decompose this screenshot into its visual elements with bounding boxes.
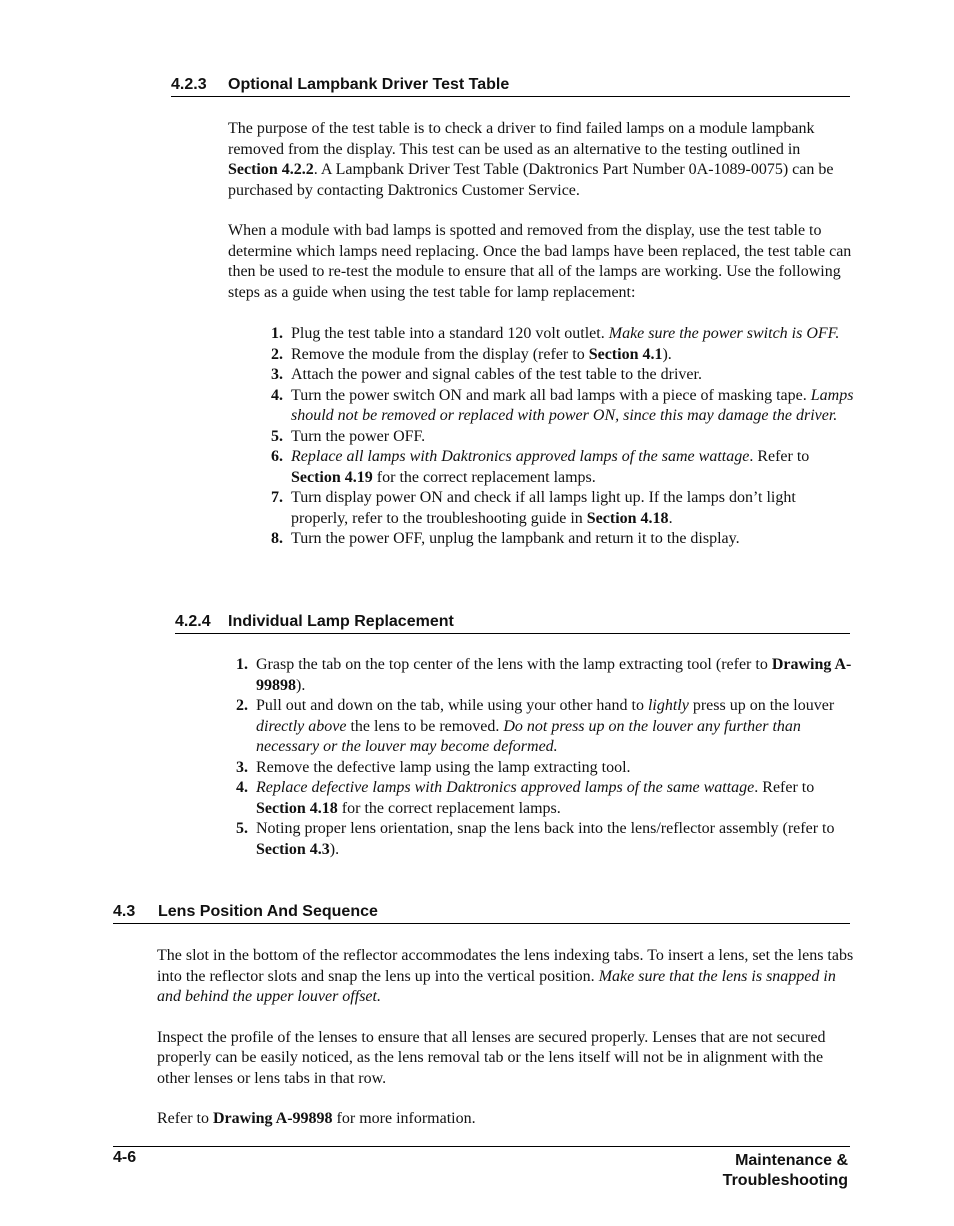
- list-item: 7. Turn display power ON and check if all lamps light up. If the lamps don’t light properly, refer to the troubleshooting guide in Section 4.18.: [271, 489, 796, 527]
- footer-divider: [113, 1146, 850, 1147]
- page-number: 4-6: [113, 1149, 137, 1166]
- section-number: 4.2.3: [171, 76, 207, 93]
- paragraph: The purpose of the test table is to check a driver to find failed lamps on a module lampbank removed from the display. This test can be used as an alternative to the testing outlined in Section 4.2.2. A Lampbank Driver Test Table (Daktronics Part Number 0A-1089-0075) can be purchased by contacting Daktronics Customer Service.: [228, 120, 834, 199]
- list-item: 1. Grasp the tab on the top center of the lens with the lamp extracting tool (refer to Drawing A-99898).: [236, 656, 852, 694]
- step-list-4-2-4: [222, 655, 854, 860]
- list-item: 2. Remove the module from the display (refer to Section 4.1).: [271, 345, 672, 363]
- step-list-4-2-3: [257, 324, 854, 550]
- list-item: 1. Plug the test table into a standard 120 volt outlet. Make sure the power switch is OFF.: [271, 325, 840, 342]
- section-number: 4.3: [113, 903, 136, 920]
- list-item: 2. Pull out and down on the tab, while using your other hand to lightly press up on the louver directly above the lens to be removed. Do not press up on the louver any further than necessary or the louver may become deformed.: [236, 697, 835, 755]
- section-heading-4-2-3: [171, 75, 850, 97]
- section-title: Individual Lamp Replacement: [228, 613, 454, 630]
- paragraph: When a module with bad lamps is spotted and removed from the display, use the test table to determine which lamps need replacing. Once the bad lamps have been replaced, the test table can then be used to re-test the module to ensure that all of the lamps are working. Use the following steps as a guide when using the test table for lamp replacement:: [228, 222, 852, 301]
- paragraph: Refer to Drawing A-99898 for more information.: [157, 1110, 476, 1127]
- section-heading-4-2-4: [175, 612, 850, 634]
- list-item: 3. Remove the defective lamp using the lamp extracting tool.: [236, 758, 631, 776]
- section-number: 4.2.4: [175, 613, 211, 630]
- list-item: 6. Replace all lamps with Daktronics approved lamps of the same wattage. Refer to Section 4.19 for the correct replacement lamps.: [271, 448, 810, 486]
- list-item: 5. Noting proper lens orientation, snap the lens back into the lens/reflector assembly (refer to Section 4.3).: [236, 820, 835, 858]
- list-item: 4. Replace defective lamps with Daktronics approved lamps of the same wattage. Refer to Section 4.18 for the correct replacement lamps.: [236, 779, 815, 817]
- section-heading-4-3: [113, 902, 850, 924]
- paragraph: The slot in the bottom of the reflector accommodates the lens indexing tabs. To insert a lens, set the lens tabs into the reflector slots and snap the lens up into the vertical position. Make sure that the lens is snapped in and behind the upper louver offset.: [157, 947, 854, 1005]
- list-item: 4. Turn the power switch ON and mark all bad lamps with a piece of masking tape. Lamps should not be removed or replaced with power ON, since this may damage the driver.: [271, 386, 854, 424]
- list-item: 8. Turn the power OFF, unplug the lampbank and return it to the display.: [271, 530, 740, 547]
- paragraph: Inspect the profile of the lenses to ensure that all lenses are secured properly. Lenses that are not secured properly can be easily noticed, as the lens removal tab or the lens itself will not be in alignment with the other lenses or lens tabs in that row.: [157, 1028, 826, 1087]
- section-title: Optional Lampbank Driver Test Table: [228, 76, 510, 93]
- list-item: 3. Attach the power and signal cables of the test table to the driver.: [271, 366, 702, 383]
- footer-chapter-title: Maintenance & Troubleshooting: [722, 1152, 848, 1189]
- section-body-4-3: [157, 946, 854, 1130]
- list-item: 5. Turn the power OFF.: [271, 427, 426, 445]
- section-title: Lens Position And Sequence: [158, 903, 378, 920]
- section-body-4-2-3: [228, 119, 854, 303]
